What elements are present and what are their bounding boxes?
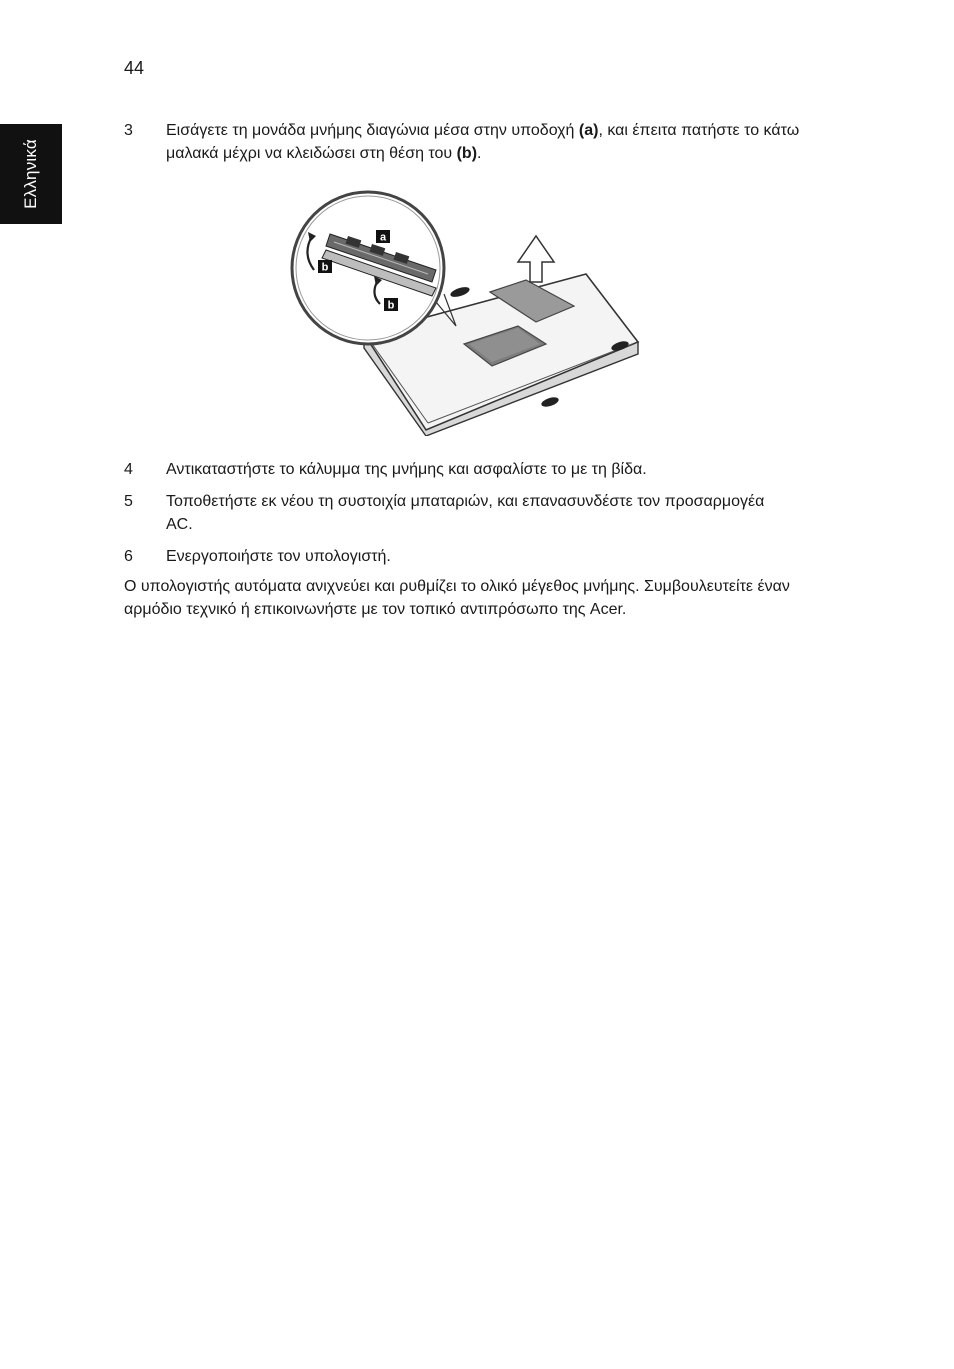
step-number: 3 [124, 122, 133, 139]
step-text-part: Εισάγετε τη μονάδα μνήμης διαγώνια μέσα στην υποδοχή [166, 122, 579, 139]
step-number: 4 [124, 461, 133, 478]
language-tab [0, 124, 62, 224]
step-number: 6 [124, 548, 133, 565]
step-text: Ενεργοποιήστε τον υπολογιστή. [166, 548, 391, 565]
step-text: Αντικαταστήστε το κάλυμμα της μνήμης και ασφαλίστε το με τη βίδα. [166, 461, 647, 478]
closing-paragraph: Ο υπολογιστής αυτόματα ανιχνεύει και ρυθμίζει το ολικό μέγεθος μνήμης. Συμβουλευτείτε έναν αρμόδιο τεχνικό ή επικοινωνήστε με τον τοπικό αντιπρόσωπο της Acer. [124, 578, 790, 618]
step-number: 5 [124, 493, 133, 510]
memory-installation-illustration [286, 184, 642, 436]
language-tab-label: Ελληνικά [21, 139, 40, 209]
callout-b-left: b [321, 261, 329, 274]
page-number: 44 [124, 58, 145, 78]
step-text-part: , και έπειτα πατήστε το κάτω μαλακά μέχρι να κλειδώσει στη θέση του [166, 122, 800, 162]
slot-reference-a: (a) [578, 122, 599, 139]
callout-a: a [379, 231, 387, 244]
step-text: Τοποθετήστε εκ νέου τη συστοιχία μπαταριών, και επανασυνδέστε τον προσαρμογέα AC. [166, 493, 765, 533]
step-text-part: . [477, 145, 482, 162]
lock-reference-b: (b) [456, 145, 478, 162]
callout-b-right: b [387, 299, 395, 312]
step-text [166, 119, 806, 165]
